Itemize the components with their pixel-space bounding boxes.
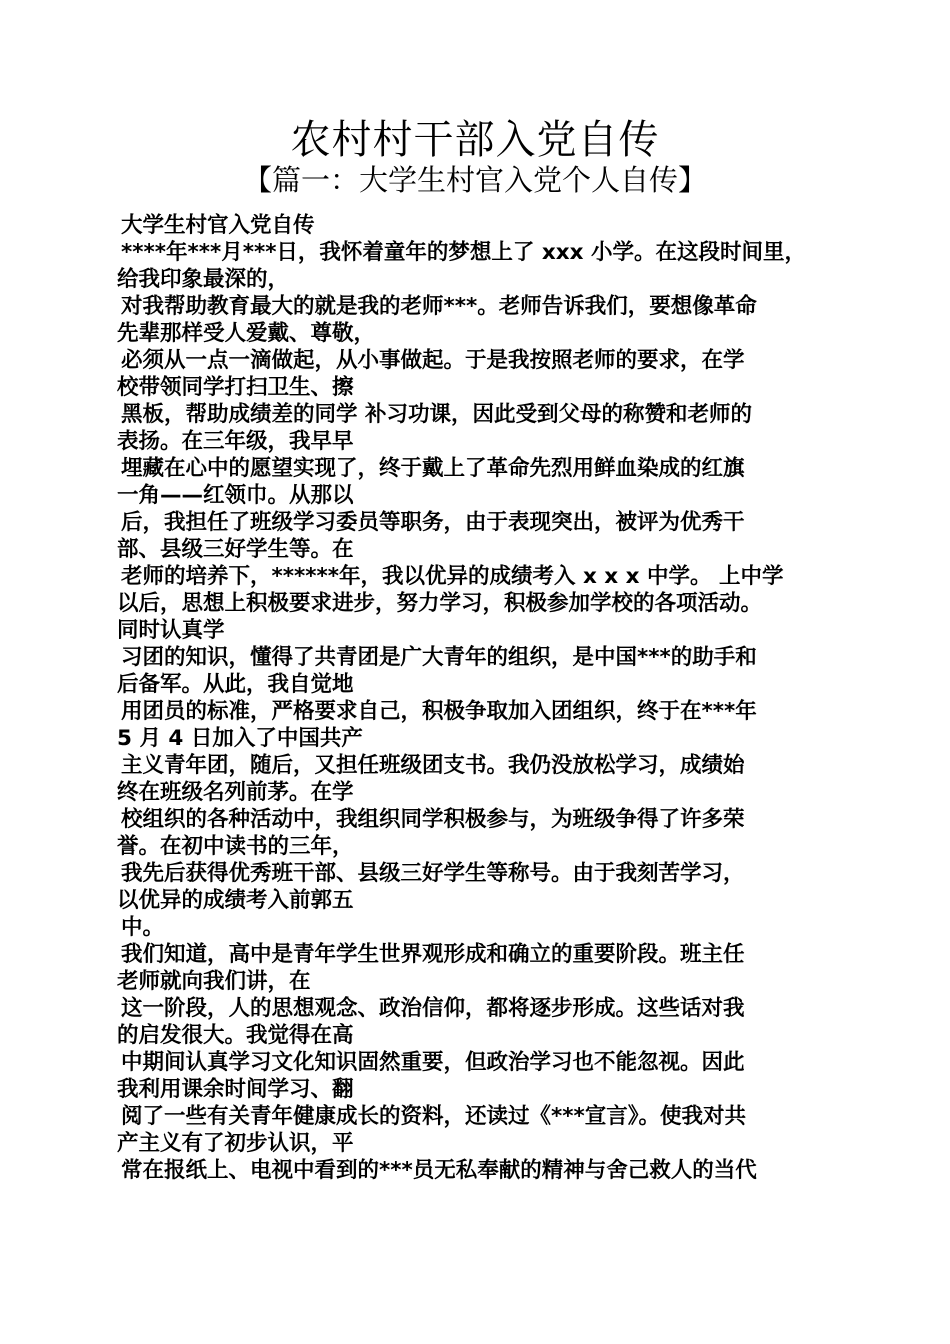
document-subtitle: 【篇一：大学生村官入党个人自传】 [242,163,707,197]
body-line: 后备军。从此，我自觉地 [117,672,354,697]
body-line: 部、县级三好学生等。在 [117,537,354,562]
body-line: 校带领同学打扫卫生、擦 [117,375,354,400]
body-line: 我先后获得优秀班干部、县级三好学生等称号。由于我刻苦学习， [121,861,745,886]
body-line: 给我印象最深的， [117,267,290,292]
body-line: 老师就向我们讲，在 [117,969,311,994]
body-line: ****年***月***日，我怀着童年的梦想上了 xxx 小学。在这段时间里， [121,240,807,265]
body-line: 中期间认真学习文化知识固然重要，但政治学习也不能忽视。因此 [121,1050,745,1075]
body-line: 先辈那样受人爱戴、尊敬， [117,321,376,346]
body-line: 誉。在初中读书的三年， [117,834,354,859]
body-line: 一角——红领巾。从那以 [117,483,354,508]
body-line: 以优异的成绩考入前郭五 [117,888,354,913]
body-line: 我们知道，高中是青年学生世界观形成和确立的重要阶段。班主任 [121,942,745,967]
body-line: 我利用课余时间学习、翻 [117,1077,354,1102]
body-line: 表扬。在三年级，我早早 [117,429,354,454]
document-body [117,212,829,1184]
body-line: 埋藏在心中的愿望实现了，终于戴上了革命先烈用鲜血染成的红旗 [121,456,745,481]
body-line: 5 月 4 日加入了中国共产 [117,726,363,751]
body-line: 产主义有了初步认识，平 [117,1131,354,1156]
body-line: 中。 [121,915,165,940]
body-line: 以后，思想上积极要求进步，努力学习，积极参加学校的各项活动。 [117,591,763,616]
body-line: 的启发很大。我觉得在高 [117,1023,354,1048]
body-line: 这一阶段，人的思想观念、政治信仰，都将逐步形成。这些话对我 [121,996,745,1021]
body-line: 同时认真学 [117,618,225,643]
body-line: 终在班级名列前茅。在学 [117,780,354,805]
body-line: 后，我担任了班级学习委员等职务，由于表现突出，被评为优秀干 [121,510,745,535]
body-line: 对我帮助教育最大的就是我的老师***。老师告诉我们，要想像革命 [121,294,757,319]
document-title: 农村村干部入党自传 [290,117,660,163]
body-line: 习团的知识，懂得了共青团是广大青年的组织，是中国***的助手和 [121,645,757,670]
body-line: 校组织的各种活动中，我组织同学积极参与，为班级争得了许多荣 [121,807,745,832]
body-line: 大学生村官入党自传 [121,213,315,238]
body-line: 常在报纸上、电视中看到的***员无私奉献的精神与舍己救人的当代 [121,1158,757,1183]
body-line: 阅了一些有关青年健康成长的资料，还读过《***宣言》。使我对共 [121,1104,746,1129]
body-line: 用团员的标准，严格要求自己，积极争取加入团组织，终于在***年 [121,699,757,724]
body-line: 主义青年团，随后，又担任班级团支书。我仍没放松学习，成绩始 [121,753,745,778]
body-line: 老师的培养下，******年，我以优异的成绩考入 x x x 中学。 上中学 [121,564,784,589]
body-line: 必须从一点一滴做起，从小事做起。于是我按照老师的要求，在学 [121,348,745,373]
body-line: 黑板，帮助成绩差的同学 补习功课，因此受到父母的称赞和老师的 [121,402,752,427]
